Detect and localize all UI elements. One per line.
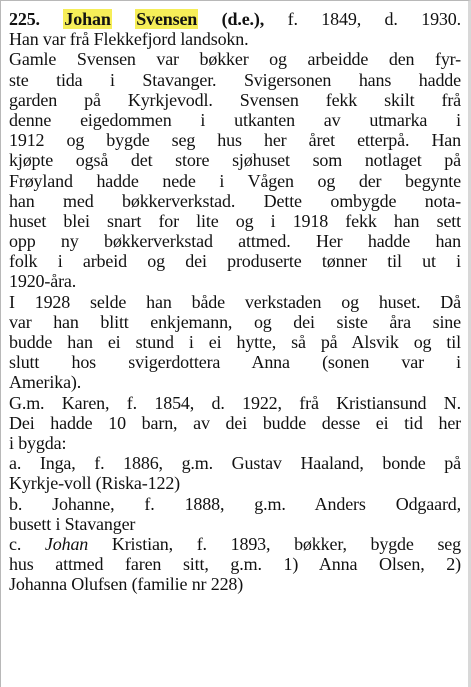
person-first-name: Johan bbox=[64, 9, 111, 29]
text-line: denne eigedommen i utkanten av utmarka i bbox=[9, 109, 461, 130]
text-line: kjøpte også det store sjøhuset som notlaget på bbox=[9, 150, 461, 171]
text-line: budde han ei stund i ei hytte, så på Alsvik og til bbox=[9, 332, 461, 352]
text-line: garden på Kyrkjevodl. Svensen fekk skilt frå bbox=[9, 89, 461, 110]
text-line: folk i arbeid og dei produserte tønner til ut i bbox=[9, 251, 461, 272]
text-line: Johanna Olufsen (familie nr 228) bbox=[9, 574, 244, 595]
child-c-name: Johan bbox=[44, 533, 89, 554]
child-c-prefix: c. bbox=[9, 533, 45, 554]
entry-number: 225. bbox=[9, 9, 40, 29]
text-line: busett i Stavanger bbox=[9, 513, 136, 534]
person-last-name: Svensen bbox=[136, 9, 198, 29]
entry-heading bbox=[9, 9, 461, 29]
entry-dates: f. 1849, d. 1930. bbox=[264, 9, 461, 29]
text-line: Amerika). bbox=[9, 372, 82, 393]
text-line: I 1928 selde han både verkstaden og huset. Då bbox=[9, 291, 461, 312]
text-line: 1920-åra. bbox=[9, 271, 77, 292]
person-status: (d.e.), bbox=[221, 9, 265, 29]
text-line: var han blitt enkjemann, og dei siste åra sine bbox=[9, 311, 461, 332]
child-entry-b: b. Johanne, f. 1888, g.m. Anders Odgaard, bbox=[9, 493, 461, 514]
text-line: Frøyland hadde nede i Vågen og der begynte bbox=[9, 170, 461, 191]
text-line: huset blei snart for lite og i 1918 fekk han sett bbox=[9, 210, 461, 231]
child-entry-a: a. Inga, f. 1886, g.m. Gustav Haaland, bonde på bbox=[9, 453, 461, 474]
text-line: G.m. Karen, f. 1854, d. 1922, frå Kristiansund N. bbox=[9, 392, 461, 413]
text-line: slutt hos svigerdottera Anna (sonen var i bbox=[9, 352, 461, 373]
text-line: Dei hadde 10 barn, av dei budde desse ei tid her bbox=[9, 412, 461, 433]
text-line: opp ny bøkkerverkstad attmed. Her hadde han bbox=[9, 231, 461, 252]
text-line: Kyrkje-voll (Riska-122) bbox=[9, 473, 181, 494]
child-entry-c bbox=[9, 534, 461, 554]
text-line: ste tida i Stavanger. Svigersonen hans hadde bbox=[9, 69, 461, 90]
text-line: Gamle Svensen var bøkker og arbeidde den fyr- bbox=[9, 49, 461, 70]
text-line: 1912 og bygde seg hus her året etterpå. Han bbox=[9, 130, 461, 151]
genealogy-entry bbox=[9, 9, 461, 594]
text-line: hus attmed faren sitt, g.m. 1) Anna Olsen, 2) bbox=[9, 554, 461, 575]
text-line: i bygda: bbox=[9, 432, 67, 453]
text-line: Han var frå Flekkefjord landsokn. bbox=[9, 29, 249, 50]
text-line: han med bøkkerverkstad. Dette ombygde nota- bbox=[9, 190, 461, 211]
child-c-details: Kristian, f. 1893, bøkker, bygde seg bbox=[88, 533, 461, 554]
